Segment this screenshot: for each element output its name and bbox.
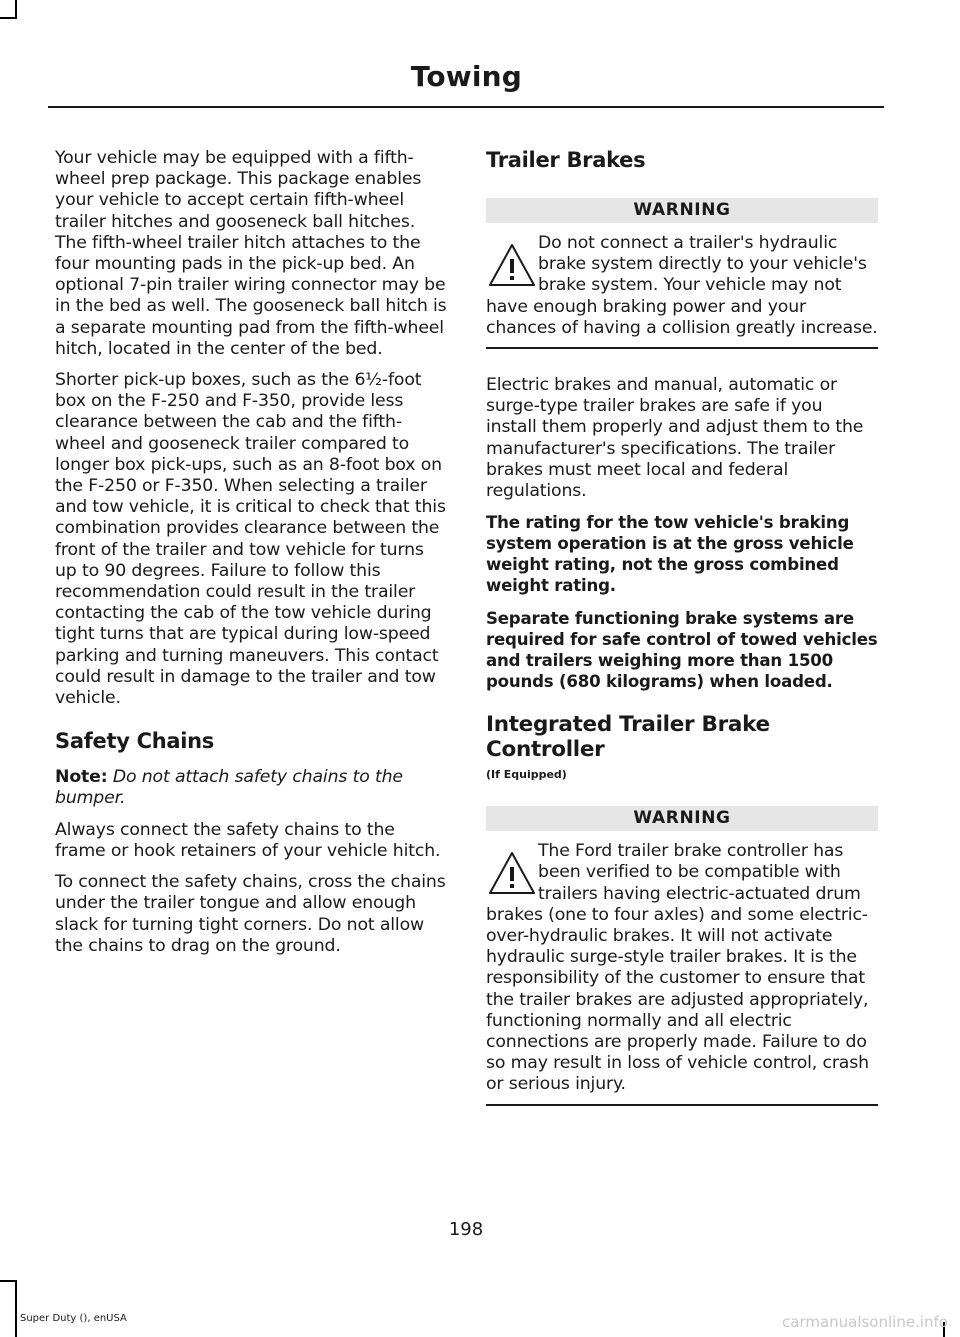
warning-banner-1: WARNING: [486, 198, 878, 223]
crop-mark-bottom-left: [15, 1280, 17, 1337]
safety-paragraph-2: To connect the safety chains, cross the chains under the trailer tongue and allow enough slack for turning tight corners. Do not allow the chains to drag on the ground.: [55, 872, 446, 956]
brake-controller-heading: Integrated Trailer Brake Controller: [486, 712, 770, 763]
note-label: Note:: [55, 767, 108, 788]
warning-text-1: Do not connect a trailer's hydraulic brake system directly to your vehicle's brake system. Your vehicle may not have enough braking power and your chances of having a collision greatly increase.: [486, 233, 878, 338]
brakes-paragraph-1: Electric brakes and manual, automatic or surge-type trailer brakes are safe if you install them properly and adjust them to the manufacturer's specifications. The trailer brakes must meet local and federal regulations.: [486, 375, 864, 502]
page-number: 198: [448, 1219, 484, 1240]
crop-mark-top-left: [15, 0, 17, 18]
watermark: carmanualsonline.info: [782, 1313, 948, 1331]
intro-paragraph-2: Shorter pick-up boxes, such as the 6½-foot box on the F-250 and F-350, provide less clearance between the cab and the fifth-wheel and gooseneck trailer compared to longer box pick-ups, such as an 8-foot box on the F-250 or F-350. When selecting a trailer and tow vehicle, it is critical to check that this combination provides clearance between the front of the trailer and tow vehicle for turns up to 90 degrees. Failure to follow this recommendation could result in the trailer contacting the cab of the tow vehicle during tight turns that are typical during low-speed parking and turning maneuvers. This contact could result in damage to the trailer and tow vehicle.: [55, 370, 446, 709]
crop-mark-bottom-left-h: [0, 1280, 17, 1282]
right-column: [486, 148, 878, 1132]
note-text: Do not attach safety chains to the bumper.: [55, 767, 403, 809]
safety-note: [55, 767, 447, 809]
warning-end-rule-2: [486, 1104, 878, 1106]
trailer-brakes-heading: Trailer Brakes: [486, 148, 646, 172]
safety-paragraph-1: Always connect the safety chains to the frame or hook retainers of your vehicle hitch.: [55, 819, 441, 861]
if-equipped-label: (If Equipped): [486, 768, 567, 782]
left-column: [55, 148, 447, 967]
warning-body-2: [486, 841, 878, 1095]
warning-text-2: The Ford trailer brake controller has been verified to be compatible with trailers having electric-actuated drum brakes (one to four axles) and some electric-over-hydraulic brakes. It will not activate hydraulic surge-style trailer brakes. It is the responsibility of the customer to ensure that the trailer brakes are adjusted appropriately, functioning normally and all electric connections are properly made. Failure to do so may result in loss of vehicle control, crash or serious injury.: [486, 841, 869, 1095]
footer-model: Super Duty (), enUSA: [20, 1313, 127, 1324]
crop-mark-top-left-h: [0, 17, 17, 19]
warning-banner-2: WARNING: [486, 806, 878, 831]
page-title: Towing: [410, 60, 522, 93]
intro-paragraph-1: Your vehicle may be equipped with a fifth-wheel prep package. This package enables your vehicle to accept certain fifth-wheel trailer hitches and gooseneck ball hitches. The fifth-wheel trailer hitch attaches to the four mounting pads in the pick-up bed. An optional 7-pin trailer wiring connector may be in the bed as well. The gooseneck ball hitch is a separate mounting pad from the fifth-wheel hitch, located in the center of the bed.: [55, 148, 447, 359]
warning-body-1: [486, 233, 878, 339]
header-rule: [48, 106, 884, 108]
warning-triangle-icon: [486, 235, 538, 293]
brakes-bold-paragraph-2: Separate functioning brake systems are required for safe control of towed vehicles and trailers weighing more than 1500 pounds (680 kilograms) when loaded.: [486, 609, 878, 692]
warning-triangle-icon: [486, 843, 538, 901]
safety-chains-heading: Safety Chains: [55, 729, 214, 754]
warning-end-rule-1: [486, 347, 878, 349]
brakes-bold-paragraph-1: The rating for the tow vehicle's braking system operation is at the gross vehicle weight rating, not the gross combined weight rating.: [486, 513, 854, 596]
